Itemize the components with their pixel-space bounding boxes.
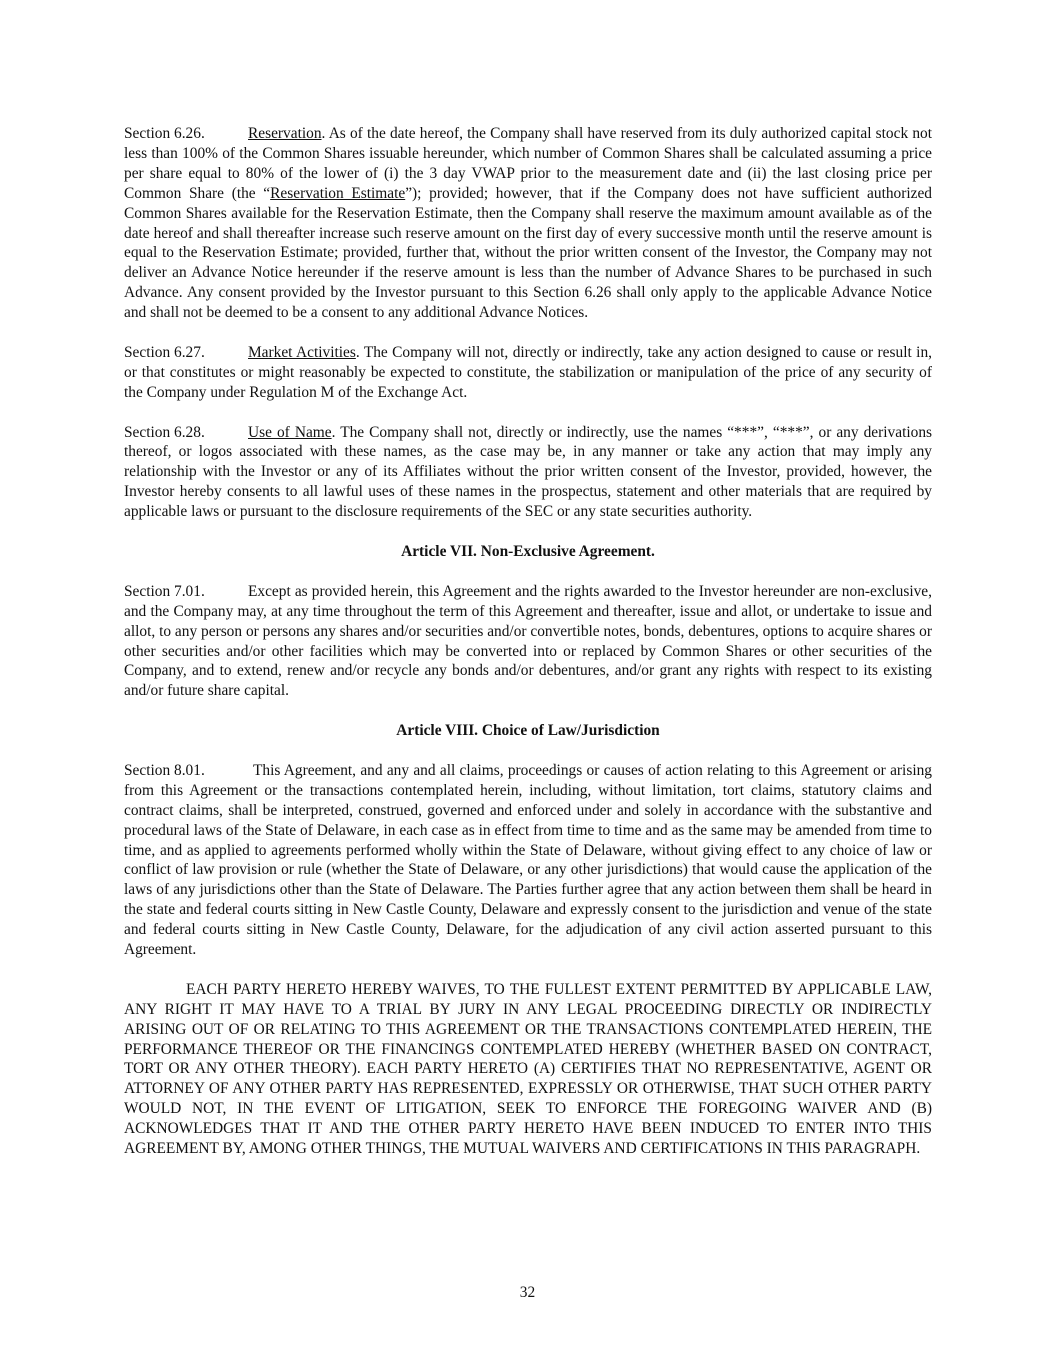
section-number: Section 6.27.: [124, 343, 205, 361]
defined-term: Reservation Estimate: [270, 184, 406, 202]
section-6-26: [124, 124, 932, 323]
section-6-27: [124, 343, 932, 403]
section-7-01: [124, 582, 932, 701]
section-6-28: [124, 423, 932, 523]
document-page: [124, 124, 932, 1159]
section-body: . As of the date hereof, the Company shall have reserved from its duly authorized capital stock not less than 100% of the Common Shares issuable hereunder, which number of Common Shares shall be calculated assuming a price per share equal to 80% of the lower of (i) the 3 day VWAP prior to the measurement date and (ii) the last closing price per Common Share (the “: [124, 125, 932, 202]
jury-waiver-paragraph: EACH PARTY HERETO HEREBY WAIVES, TO THE FULLEST EXTENT PERMITTED BY APPLICABLE LAW, ANY RIGHT IT MAY HAVE TO A TRIAL BY JURY IN ANY LEGAL PROCEEDING DIRECTLY OR INDIRECTLY ARISING OUT OF OR RELATING TO THIS AGREEMENT OR THE TRANSACTIONS CONTEMPLATED HEREIN, THE PERFORMANCE THEREOF OR THE FINANCINGS CONTEMPLATED HEREBY (WHETHER BASED ON CONTRACT, TORT OR ANY OTHER THEORY). EACH PARTY HERETO (A) CERTIFIES THAT NO REPRESENTATIVE, AGENT OR ATTORNEY OF ANY OTHER PARTY HAS REPRESENTED, EXPRESSLY OR OTHERWISE, THAT SUCH OTHER PARTY WOULD NOT, IN THE EVENT OF LITIGATION, SEEK TO ENFORCE THE FOREGOING WAIVER AND (B) ACKNOWLEDGES THAT IT AND THE OTHER PARTY HERETO HAVE BEEN INDUCED TO ENTER INTO THIS AGREEMENT BY, AMONG OTHER THINGS, THE MUTUAL WAIVERS AND CERTIFICATIONS IN THIS PARAGRAPH.: [124, 980, 932, 1158]
page-number: 32: [519, 1284, 536, 1301]
section-body: . The Company shall not, directly or indirectly, use the names “***”, “***”, or any derivations thereof, or logos associated with these names, as the case may be, in any manner or take any action that may imply any relationship with the Investor or any of its Affiliates without the prior written consent of the Investor, provided, however, the Investor hereby consents to all lawful uses of these names in the prospectus, statement and other materials that are required by applicable laws or pursuant to the disclosure requirements of the SEC or any state securities authority.: [124, 423, 932, 521]
section-number: Section 6.26.: [124, 125, 205, 142]
section-title: Use of Name: [248, 423, 332, 441]
section-body: This Agreement, and any and all claims, proceedings or causes of action relating to this Agreement or arising from this Agreement or the transactions contemplated herein, including, without limitation, tort claims, statutory claims and contract claims, shall be interpreted, construed, governed and enforced under and solely in accordance with the substantive and procedural laws of the State of Delaware, in each case as in effect from time to time and as the same may be amended from time to time, and as applied to agreements performed wholly within the State of Delaware, without giving effect to any choice of law or conflict of law provision or rule (whether the State of Delaware, or any other jurisdictions) that would cause the application of the laws of any jurisdictions other than the State of Delaware. The Parties further agree that any action between them shall be heard in the state and federal courts sitting in New Castle County, Delaware and expressly consent to the jurisdiction and venue of the state and federal courts sitting in New Castle County, Delaware, for the adjudication of any civil action asserted pursuant to this Agreement.: [124, 761, 932, 959]
section-number: Section 8.01.: [124, 761, 205, 779]
section-body: Except as provided herein, this Agreement and the rights awarded to the Investor hereunder are non-exclusive, and the Company may, at any time throughout the term of this Agreement and thereafter, issue and allot, or undertake to issue and allot, to any person or persons any shares and/or securities and/or convertible notes, bonds, debentures, options to acquire shares or other securities and/or other facilities which may be converted into or replaced by Common Shares or other securities of the Company, and to extend, renew and/or recycle any bonds and/or debentures, and/or grant any rights with respect to its existing and/or future share capital.: [124, 582, 932, 700]
section-body: . The Company will not, directly or indirectly, take any action designed to cause or result in, or that constitutes or might reasonably be expected to constitute, the stabilization or manipulation of the price of any security of the Company under Regulation M of the Exchange Act.: [124, 343, 932, 401]
section-body-continued: ”); provided; however, that if the Company does not have sufficient authorized Common Shares available for the Reservation Estimate, then the Company shall reserve the maximum amount available as of the date hereof and shall thereafter increase such reserve amount on the first day of every successive month until the reserve amount is equal to the Reservation Estimate; provided, further that, without the prior written consent of the Investor, the Company may not deliver an Advance Notice hereunder if the reserve amount is less than the number of Advance Shares to be purchased in such Advance. Any consent provided by the Investor pursuant to this Section 6.26 shall only apply to the applicable Advance Notice and shall not be deemed to be a consent to any additional Advance Notices.: [124, 184, 932, 322]
section-8-01: [124, 761, 932, 960]
article-heading-8: Article VIII. Choice of Law/Jurisdiction: [396, 722, 660, 740]
section-title: Reservation: [248, 125, 322, 142]
section-number: Section 7.01.: [124, 582, 205, 600]
section-title: Market Activities: [248, 343, 356, 361]
section-number: Section 6.28.: [124, 423, 205, 441]
article-heading-7: Article VII. Non-Exclusive Agreement.: [401, 542, 655, 560]
